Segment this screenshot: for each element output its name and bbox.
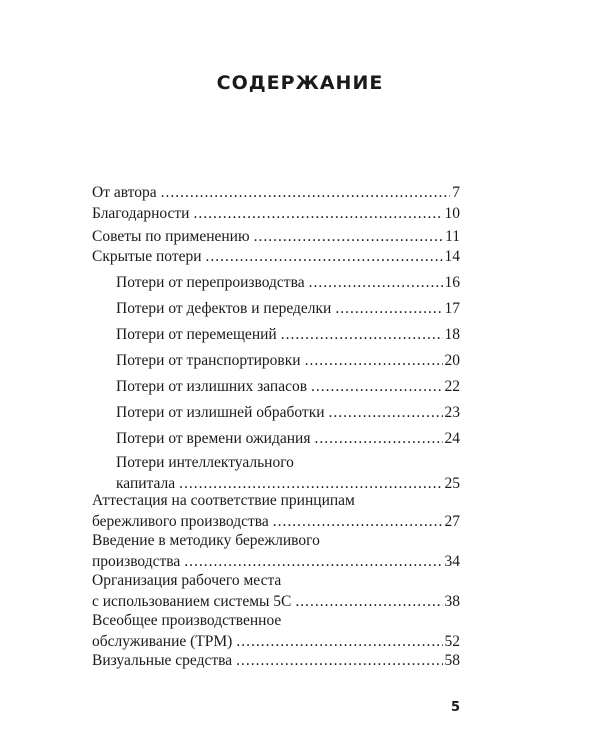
dot-leader [273,511,443,532]
toc-entry [92,650,460,671]
toc-subentry [116,452,460,494]
toc-entry-title-cont: обслуживание (ТРМ) [92,633,233,650]
toc-entry-title: Введение в методику бережливого [92,532,320,549]
toc-page-number: 20 [444,352,460,369]
toc-entry [92,246,460,267]
toc-page-number: 52 [444,633,460,650]
dot-leader [254,226,444,247]
dot-leader [305,350,443,371]
dot-leader [329,402,443,423]
toc-entry-title: Всеобщее производственное [92,612,282,629]
dot-leader [193,203,442,224]
toc-entry-title: Потери от дефектов и переделки [116,300,332,317]
toc-entry-title-cont: бережливого производства [92,513,269,530]
dot-leader [314,428,442,449]
toc-subentry [116,272,460,293]
toc-entry-title: Потери от времени ожидания [116,430,311,447]
dot-leader [309,272,443,293]
toc-entry-title: Скрытые потери [92,248,202,265]
toc-entry-title-cont: капитала [116,475,176,492]
toc-page-number: 38 [444,593,460,610]
toc-page-number: 11 [445,228,460,245]
toc-entry [92,490,460,532]
toc-page-number: 14 [444,248,460,265]
dot-leader [184,551,442,572]
toc-subentry [116,298,460,319]
dot-leader [281,324,443,345]
toc-page-number: 18 [444,326,460,343]
toc-page-number: 7 [452,184,460,201]
dot-leader [206,246,443,267]
toc-subentry [116,324,460,345]
toc-entry-title: Визуальные средства [92,652,233,669]
toc-page-number: 27 [444,513,460,530]
toc-page-number: 25 [444,475,460,492]
toc-entry [92,530,460,572]
toc-entry-title: Организация рабочего места [92,572,282,589]
dot-leader [161,182,451,203]
dot-leader [311,376,442,397]
toc-entry-title: Благодарности [92,205,190,222]
toc-entry-title: От автора [92,184,157,201]
toc-entry-title: Аттестация на соответствие принципам [92,492,355,509]
toc-entry [92,182,460,203]
toc-page-number: 34 [444,553,460,570]
toc-entry-title: Потери от излишних запасов [116,378,308,395]
toc-entry [92,570,460,612]
dot-leader [295,591,442,612]
page-number: 5 [450,700,460,715]
toc-entry [92,203,460,224]
toc-subentry [116,376,460,397]
toc-page-number: 10 [444,205,460,222]
toc-entry-title: Потери от транспортировки [116,352,301,369]
toc-entry-title-cont: производства [92,553,181,570]
toc-subentry [116,350,460,371]
toc-page-number: 24 [444,430,460,447]
toc-page-number: 17 [444,300,460,317]
page-title: СОДЕРЖАНИЕ [216,72,384,94]
toc-page-number: 58 [444,652,460,669]
dot-leader [236,631,442,652]
toc-entry [92,226,460,247]
toc-entry-title-cont: с использованием системы 5С [92,593,292,610]
toc-entry-title: Потери от излишней обработки [116,404,325,421]
toc-subentry [116,428,460,449]
dot-leader [236,650,442,671]
toc-subentry [116,402,460,423]
toc-entry-title: Потери от перемещений [116,326,277,343]
toc-entry-title: Потери интеллектуального [116,454,294,471]
toc-entry-title: Советы по применению [92,228,250,245]
toc-page-number: 16 [444,274,460,291]
toc-entry-title: Потери от перепроизводства [116,274,305,291]
toc-entry [92,610,460,652]
dot-leader [335,298,442,319]
toc-page-number: 22 [444,378,460,395]
toc-page-number: 23 [444,404,460,421]
